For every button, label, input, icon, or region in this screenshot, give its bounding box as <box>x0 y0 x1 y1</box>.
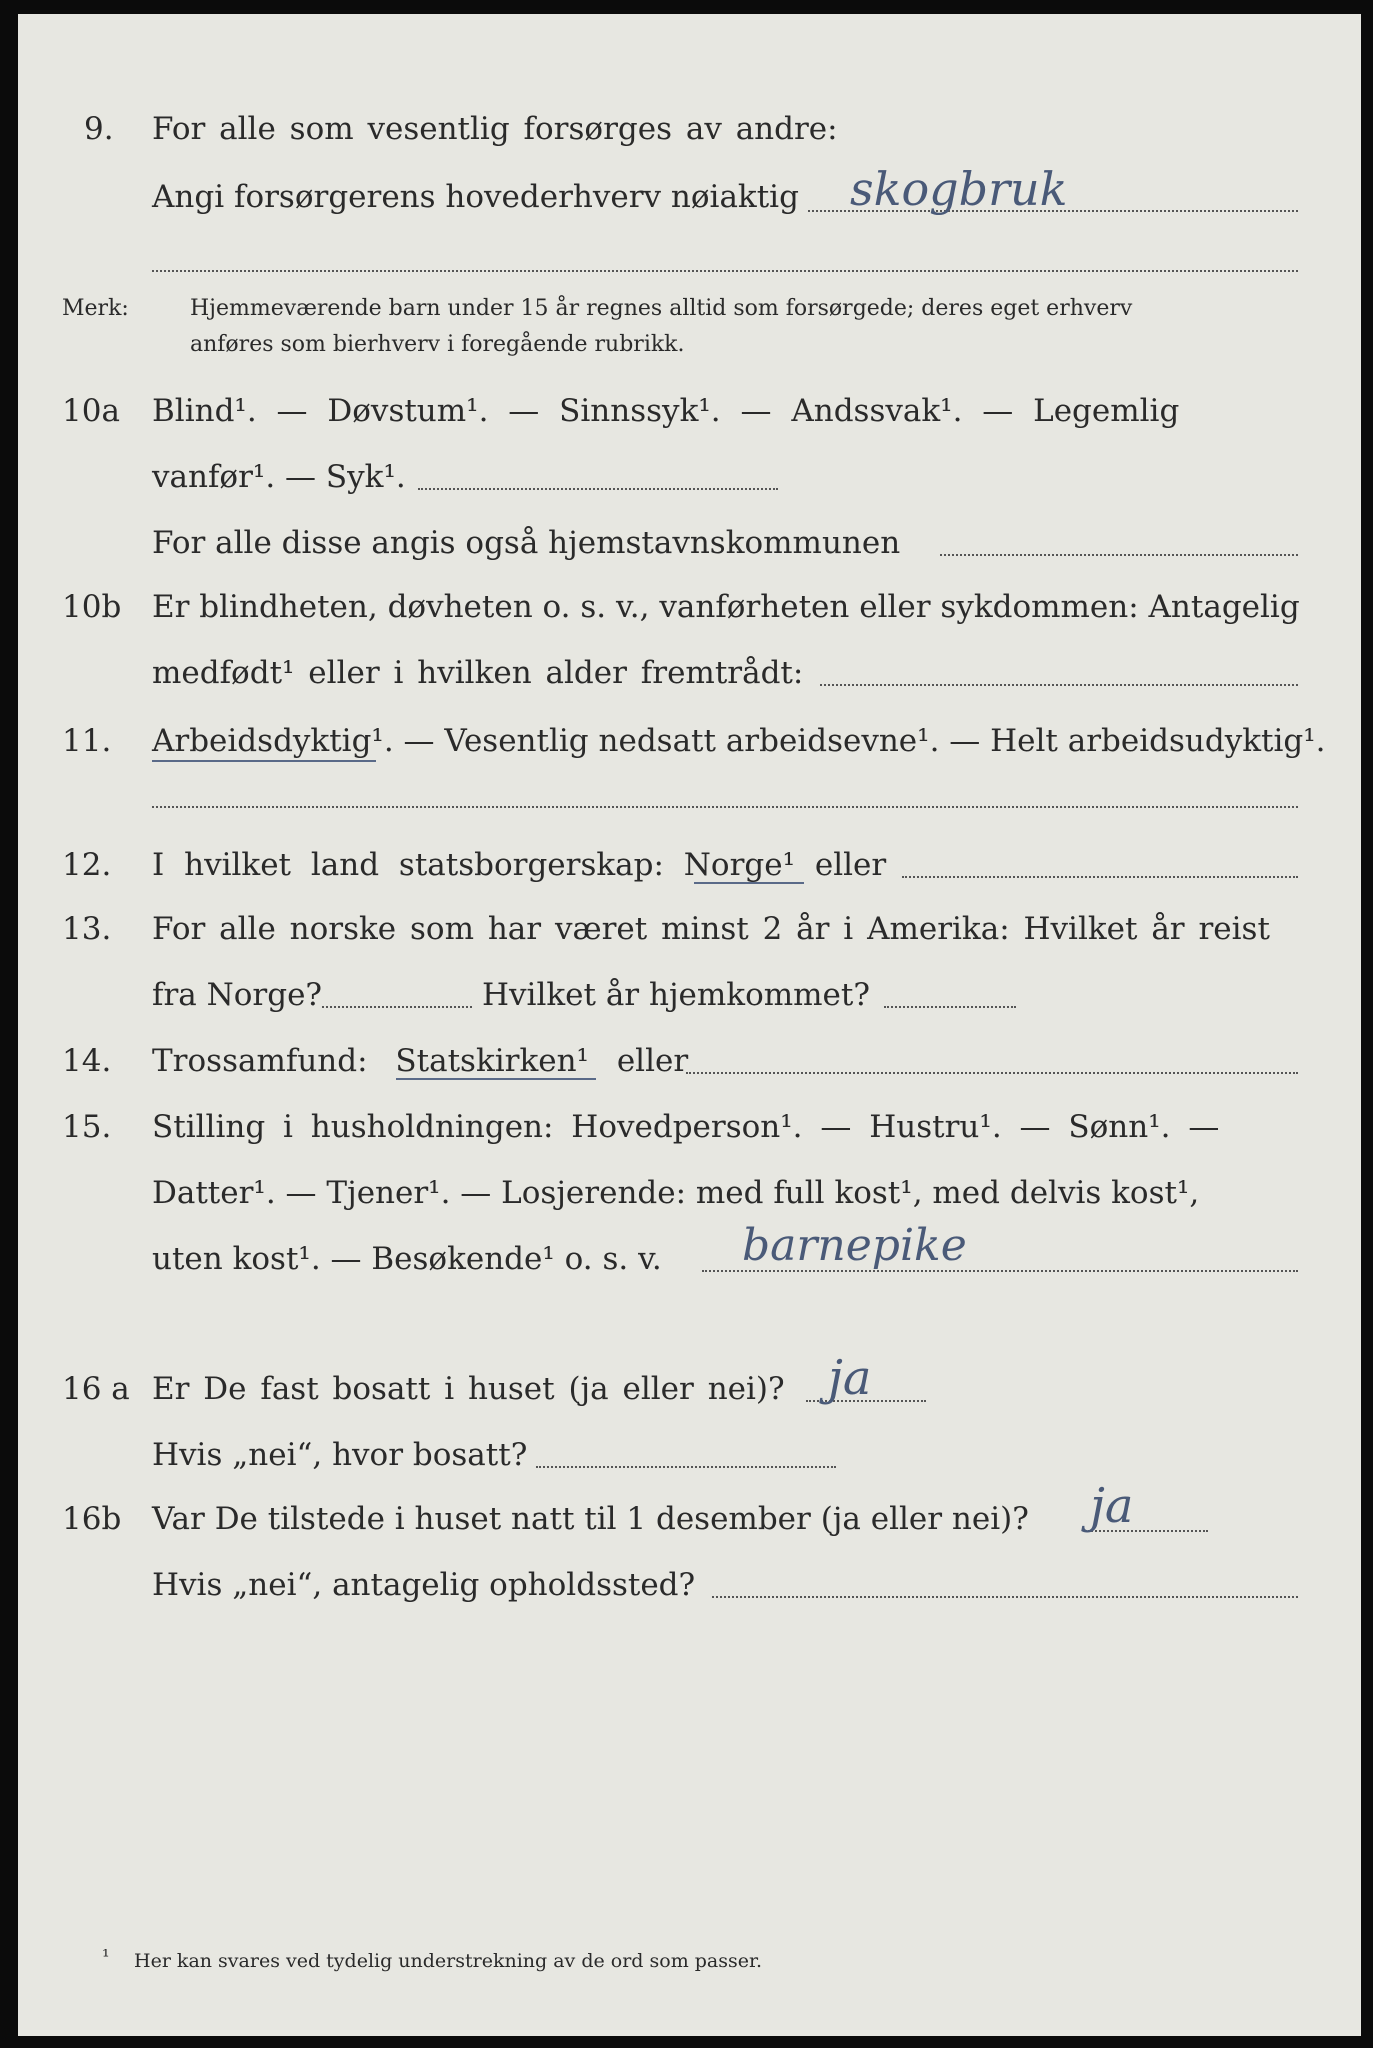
q13-line2b: Hvilket år hjemkommet? <box>482 977 870 1013</box>
q11-answer-line <box>152 806 1298 808</box>
q16b-handwritten-answer: ja <box>1090 1478 1134 1534</box>
q16b-line1: Var De tilstede i huset natt til 1 desember (ja eller nei)? <box>152 1501 1029 1537</box>
q10b-number: 10b <box>62 589 122 625</box>
q16a-line1: Er De fast bosatt i huset (ja eller nei)? <box>152 1371 785 1407</box>
q13-emigrated-year-line <box>322 1006 472 1008</box>
q10a-line3: For alle disse angis også hjemstavnskommunen <box>152 525 901 561</box>
q14-line1: Trossamfund: Statskirken¹ eller <box>152 1043 689 1079</box>
q9-line1: For alle som vesentlig forsørges av andre: <box>152 111 838 147</box>
q11-number: 11. <box>62 723 112 759</box>
merk-label: Merk: <box>62 296 129 321</box>
q15-handwritten-answer: barnepike <box>742 1220 967 1271</box>
q10b-line2: medfødt¹ eller i hvilken alder fremtrådt: <box>152 655 804 691</box>
q12-number: 12. <box>62 847 112 883</box>
q13-returned-year-line <box>884 1006 1016 1008</box>
census-form-page <box>18 14 1361 2036</box>
q13-line1: For alle norske som har været minst 2 år i Amerika: Hvilket år reist <box>152 911 1270 947</box>
q9-handwritten-answer: skogbruk <box>850 162 1068 216</box>
footnote-text: Her kan svares ved tydelig understrekning av de ord som passer. <box>134 1950 763 1972</box>
merk-line2: anføres som bierhverv i foregående rubrikk. <box>190 332 685 357</box>
q15-line3: uten kost¹. — Besøkende¹ o. s. v. <box>152 1241 662 1277</box>
q11-underline-arbeidsdyktig <box>152 760 376 762</box>
q9-line2: Angi forsørgerens hovederhverv nøiaktig <box>152 179 799 215</box>
q16b-line2: Hvis „nei“, antagelig opholdssted? <box>152 1567 696 1603</box>
q16b-number: 16b <box>62 1501 122 1537</box>
q10a-line1: Blind¹. — Døvstum¹. — Sinnssyk¹. — Andssvak¹. — Legemlig <box>152 393 1180 429</box>
q16a-handwritten-answer: ja <box>828 1350 872 1406</box>
q12-line1: I hvilket land statsborgerskap: Norge¹ eller <box>152 847 887 883</box>
q16b-whereabouts-line <box>712 1596 1298 1598</box>
q10b-line1: Er blindheten, døvheten o. s. v., vanførheten eller sykdommen: Antagelig <box>152 589 1300 625</box>
q16a-number: 16 a <box>62 1371 130 1407</box>
q16a-residence-line <box>536 1466 836 1468</box>
q10a-sick-line <box>418 488 778 490</box>
q15-line2: Datter¹. — Tjener¹. — Losjerende: med full kost¹, med delvis kost¹, <box>152 1175 1200 1211</box>
q14-number: 14. <box>62 1043 112 1079</box>
q10a-number: 10a <box>62 393 120 429</box>
q15-number: 15. <box>62 1109 112 1145</box>
q13-line2a: fra Norge? <box>152 977 323 1013</box>
q10a-home-municipality-line <box>940 554 1298 556</box>
q12-underline-norge <box>694 882 804 884</box>
footnote-mark: ¹ <box>102 1946 110 1968</box>
q10b-answer-line <box>820 684 1298 686</box>
q13-number: 13. <box>62 911 112 947</box>
q11-line1: Arbeidsdyktig¹. — Vesentlig nedsatt arbeidsevne¹. — Helt arbeidsudyktig¹. <box>152 723 1326 759</box>
q15-line1: Stilling i husholdningen: Hovedperson¹. — Hustru¹. — Sønn¹. — <box>152 1109 1220 1145</box>
q16a-line2: Hvis „nei“, hvor bosatt? <box>152 1437 528 1473</box>
q14-underline-statskirken <box>396 1078 596 1080</box>
q9-number: 9. <box>84 111 114 147</box>
q9-continuation-line <box>152 270 1298 272</box>
q12-answer-line <box>902 876 1298 878</box>
merk-line1: Hjemmeværende barn under 15 år regnes alltid som forsørgede; deres eget erhverv <box>190 296 1133 321</box>
q14-answer-line <box>686 1072 1298 1074</box>
q10a-line2: vanfør¹. — Syk¹. <box>152 459 406 495</box>
